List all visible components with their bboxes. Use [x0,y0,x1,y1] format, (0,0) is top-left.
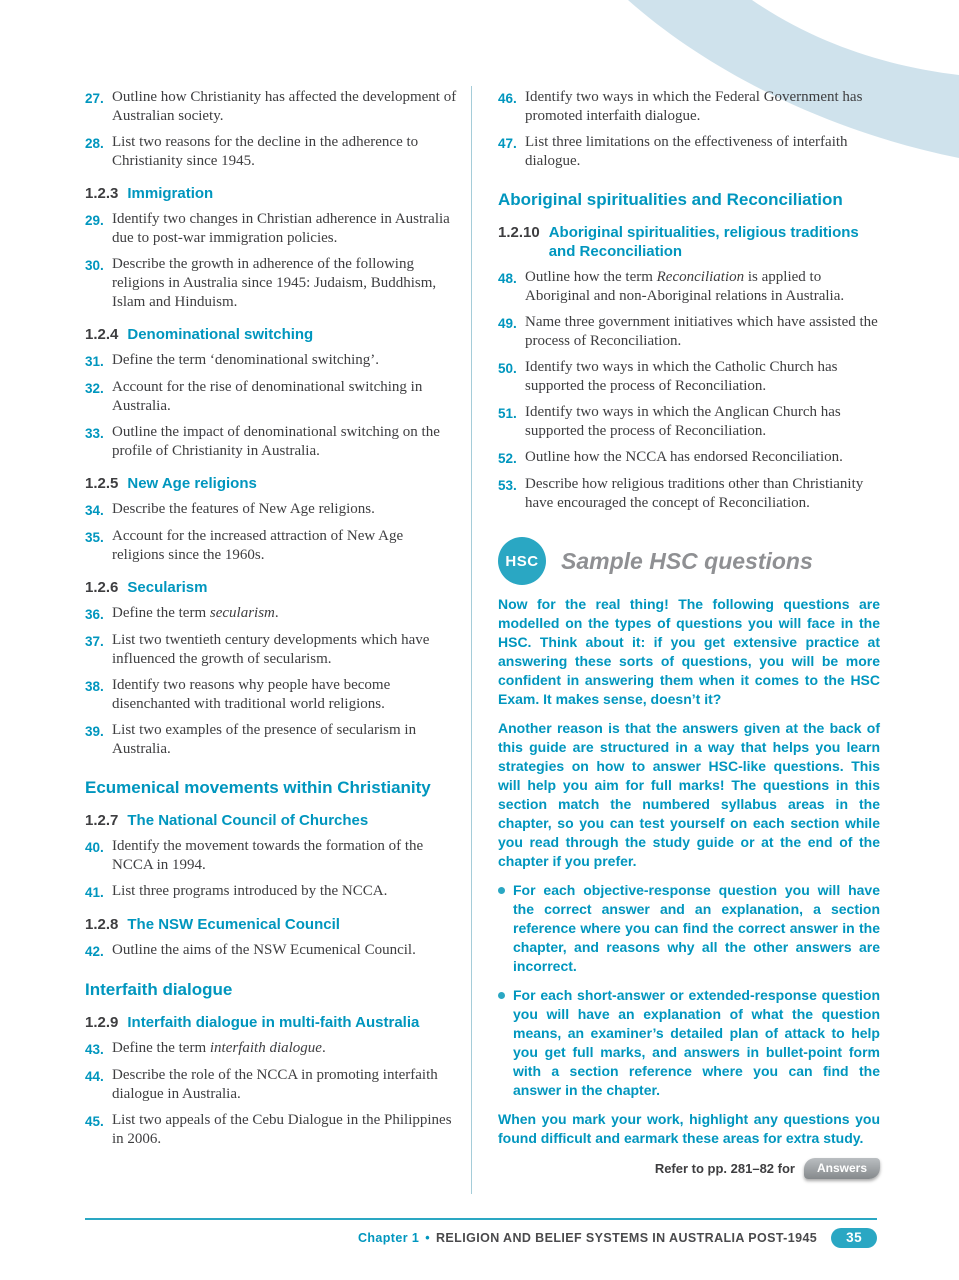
question-item [85,1066,457,1104]
footer-chapter-title: RELIGION AND BELIEF SYSTEMS IN AUSTRALIA POST-1945 [436,1231,818,1245]
syllabus-subheading [85,474,457,493]
question-item [85,721,457,759]
syllabus-title: New Age religions [127,475,257,492]
footer-chapter-label: Chapter 1 [357,1231,420,1245]
question-item [498,133,880,171]
question-text: Describe the growth in adherence of the following religions in Australia since 1945: Judaism, Buddhism, Islam and Hinduism. [112,256,437,310]
question-number: 49. [498,316,517,331]
question-text: Identify two ways in which the Anglican Church has supported the process of Reconciliation. [525,404,841,439]
question-item [85,1039,457,1059]
question-text: Identify the movement towards the formation of the NCCA in 1994. [112,838,424,873]
syllabus-number: 1.2.10 [498,224,540,241]
question-text: Identify two ways in which the Federal Government has promoted interfaith dialogue. [525,89,863,124]
bullet-icon [498,887,505,894]
question-item [85,527,457,565]
question-text: Outline how the NCCA has endorsed Reconciliation. [525,449,843,465]
question-text: Describe the role of the NCCA in promoting interfaith dialogue in Australia. [112,1067,438,1102]
question-text: Outline the impact of denominational switching on the profile of Christianity in Australia. [112,424,440,459]
question-number: 34. [85,503,104,518]
syllabus-number: 1.2.8 [85,916,119,933]
hsc-paragraph: Another reason is that the answers given at the back of this guide are structured in a way that helps you learn strategies on how to answer HSC-like questions. This will help you aim for full marks! The questions in this section match the numbered syllabus areas in the chapter, so you can test yourself on each section while you read through the study guide or at the end of the chapter if you prefer. [498,720,880,869]
question-text: List three limitations on the effectiveness of interfaith dialogue. [525,134,848,169]
question-text: Identify two changes in Christian adherence in Australia due to post-war immigration policies. [112,211,450,246]
question-text: Account for the rise of denominational switching in Australia. [112,379,423,414]
question-text: Identify two reasons why people have become disenchanted with traditional world religions. [112,677,391,712]
hsc-paragraph: Now for the real thing! The following questions are modelled on the types of questions you will face in the HSC. Think about it: if you get extensive practice at answering these sorts of questions, you will be more confident in answering them when it comes to the HSC Exam. It makes sense, doesn’t it? [498,596,880,707]
syllabus-title: The National Council of Churches [127,812,369,829]
question-item [498,268,880,306]
section-heading: Aboriginal spiritualities and Reconciliation [498,190,843,209]
question-text: Describe the features of New Age religions. [112,501,375,517]
question-item [85,88,457,126]
question-item [498,448,880,468]
question-item [85,133,457,171]
syllabus-subheading [85,578,457,597]
question-item [85,378,457,416]
question-number: 52. [498,451,517,466]
question-item [498,403,880,441]
question-item [85,255,457,312]
syllabus-subheading [85,1013,457,1032]
hsc-bullet-item [498,881,880,976]
question-item [85,941,457,961]
question-item [85,1111,457,1149]
hsc-section [498,537,880,1179]
question-number: 31. [85,354,104,369]
question-number: 33. [85,426,104,441]
syllabus-subheading [498,223,880,261]
question-number: 43. [85,1042,104,1057]
answers-badge: Answers [804,1158,880,1179]
question-number: 47. [498,136,517,151]
question-number: 39. [85,724,104,739]
question-number: 28. [85,136,104,151]
syllabus-number: 1.2.7 [85,812,119,829]
question-number: 50. [498,361,517,376]
question-text: List three programs introduced by the NCCA. [112,883,388,899]
question-text: Define the term ‘denominational switching’. [112,352,380,368]
question-number: 35. [85,530,104,545]
question-text: Outline how the term Reconciliation is applied to Aboriginal and non-Aboriginal relations in Australia. [525,269,845,304]
question-number: 45. [85,1114,104,1129]
hsc-badge-icon: HSC [498,537,546,585]
hsc-section-title: Sample HSC questions [561,547,813,574]
section-heading: Ecumenical movements within Christianity [85,778,431,797]
question-number: 42. [85,944,104,959]
right-column-questions [498,88,880,513]
question-text: List two examples of the presence of secularism in Australia. [112,722,417,757]
footer-rule [85,1218,877,1220]
hsc-closing-paragraph: When you mark your work, highlight any questions you found difficult and earmark these areas for extra study. [498,1111,880,1146]
question-item [85,604,457,624]
question-item [498,358,880,396]
question-number: 46. [498,91,517,106]
question-number: 40. [85,840,104,855]
syllabus-number: 1.2.6 [85,579,119,596]
syllabus-title: The NSW Ecumenical Council [127,916,340,933]
refer-text: Refer to pp. 281–82 for [654,1161,795,1176]
question-item [85,500,457,520]
syllabus-subheading [85,915,457,934]
question-number: 51. [498,406,517,421]
syllabus-number: 1.2.3 [85,185,119,202]
syllabus-number: 1.2.4 [85,326,119,343]
footer-separator: • [425,1231,430,1245]
hsc-bullet-item [498,986,880,1100]
question-item [85,837,457,875]
question-text: List two twentieth century developments which have influenced the growth of secularism. [112,632,430,667]
question-item [85,676,457,714]
syllabus-title: Denominational switching [127,326,314,343]
hsc-header [498,537,880,585]
syllabus-subheading [85,184,457,203]
syllabus-number: 1.2.5 [85,475,119,492]
question-text: Identify two ways in which the Catholic Church has supported the process of Reconciliation. [525,359,838,394]
hsc-bullet-text: For each objective-response question you will have the correct answer and an explanation, a section reference where you can find the correct answer in the chapter, and reasons why all the other answers are incorrect. [513,882,880,974]
question-number: 30. [85,258,104,273]
question-item [85,423,457,461]
question-item [85,631,457,669]
question-text: Outline the aims of the NSW Ecumenical Council. [112,942,416,958]
syllabus-title: Immigration [127,185,214,202]
section-heading: Interfaith dialogue [85,980,233,999]
question-text: List two appeals of the Cebu Dialogue in the Philippines in 2006. [112,1112,452,1147]
question-item [85,351,457,371]
question-text: Name three government initiatives which have assisted the process of Reconciliation. [525,314,878,349]
syllabus-title: Aboriginal spiritualities, religious traditions and Reconciliation [548,224,859,260]
question-text: Account for the increased attraction of New Age religions since the 1960s. [112,528,404,563]
question-number: 32. [85,381,104,396]
question-number: 37. [85,634,104,649]
question-item [498,88,880,126]
syllabus-subheading [85,325,457,344]
question-item [498,313,880,351]
question-number: 38. [85,679,104,694]
hsc-paragraphs [498,595,880,871]
question-item [498,475,880,513]
question-number: 36. [85,607,104,622]
bullet-icon [498,992,505,999]
hsc-bullet-text: For each short-answer or extended-response question you will have an explanation of what the question means, an examiner’s detailed plan of attack to help you get full marks, and answers in bullet-point form with a section reference where you can find the answer in the chapter. [513,987,880,1098]
question-text: List two reasons for the decline in the adherence to Christianity since 1945. [112,134,419,169]
right-column [498,88,880,1179]
question-item [85,882,457,902]
question-number: 41. [85,885,104,900]
column-divider [471,86,472,1194]
syllabus-title: Interfaith dialogue in multi-faith Australia [127,1014,420,1031]
refer-row [498,1158,880,1179]
question-text: Describe how religious traditions other than Christianity have encouraged the concept of Reconciliation. [525,476,864,511]
syllabus-title: Secularism [127,579,208,596]
question-number: 48. [498,271,517,286]
question-item [85,210,457,248]
question-number: 27. [85,91,104,106]
hsc-bullets [498,881,880,1100]
question-text: Define the term interfaith dialogue. [112,1040,326,1056]
syllabus-number: 1.2.9 [85,1014,119,1031]
question-text: Define the term secularism. [112,605,279,621]
page-number-badge: 35 [831,1228,877,1248]
question-text: Outline how Christianity has affected the development of Australian society. [112,89,457,124]
question-number: 44. [85,1069,104,1084]
left-column [85,88,457,1156]
syllabus-subheading [85,811,457,830]
question-number: 53. [498,478,517,493]
question-number: 29. [85,213,104,228]
footer [85,1228,877,1248]
